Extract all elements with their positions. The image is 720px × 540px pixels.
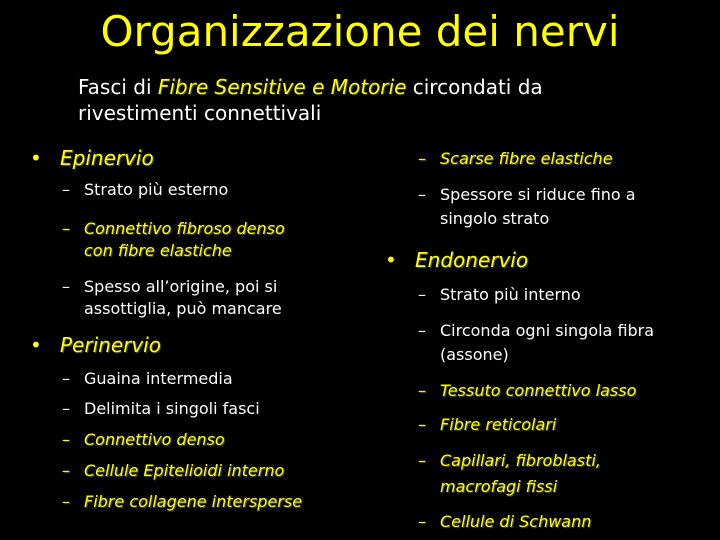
heading-endonervio: Endonervio [415,248,529,272]
perinervio-item: – Fibre collagene intersperse [62,492,303,511]
slide-title: Organizzazione dei nervi [100,7,620,56]
heading-epinervio: Epinervio [60,146,154,170]
subtitle-post: circondati da [406,75,543,99]
epinervio-item-cont: assottiglia, può mancare [84,299,282,318]
subtitle-line2: rivestimenti connettivali [78,101,322,125]
perinervio-item: – Guaina intermedia [62,369,233,388]
bullet-perinervio [30,333,161,357]
right-top-item: – Scarse fibre elastiche [418,149,613,168]
right-top-item: – Spessore si riduce fino a [418,185,636,204]
endonervio-item: – Fibre reticolari [418,415,557,434]
bullet-icon: • [30,146,42,170]
bullet-endonervio [385,248,528,272]
endonervio-item-cont: (assone) [440,345,509,364]
right-top-item-cont: singolo strato [440,209,550,228]
bullet-epinervio [30,146,154,170]
perinervio-item: – Connettivo denso [62,430,225,449]
epinervio-item: – Connettivo fibroso denso [62,219,285,238]
bullet-icon: • [30,333,42,357]
endonervio-item: – Circonda ogni singola fibra [418,321,655,340]
perinervio-item: – Delimita i singoli fasci [62,399,260,418]
bullet-icon: • [385,248,397,272]
subtitle-pre: Fasci di [78,75,158,99]
endonervio-item: – Capillari, fibroblasti, [418,451,601,470]
epinervio-item-cont: con fibre elastiche [84,241,232,260]
epinervio-item: – Spesso all’origine, poi si [62,277,278,296]
endonervio-item: – Cellule di Schwann [418,512,592,531]
epinervio-item: – Strato più esterno [62,180,229,199]
subtitle [78,74,698,126]
endonervio-item-cont: macrofagi fissi [440,477,558,496]
endonervio-item: – Tessuto connettivo lasso [418,381,637,400]
heading-perinervio: Perinervio [60,333,161,357]
perinervio-item: – Cellule Epitelioidi interno [62,461,285,480]
endonervio-item: – Strato più interno [418,285,581,304]
subtitle-highlight: Fibre Sensitive e Motorie [157,75,407,99]
